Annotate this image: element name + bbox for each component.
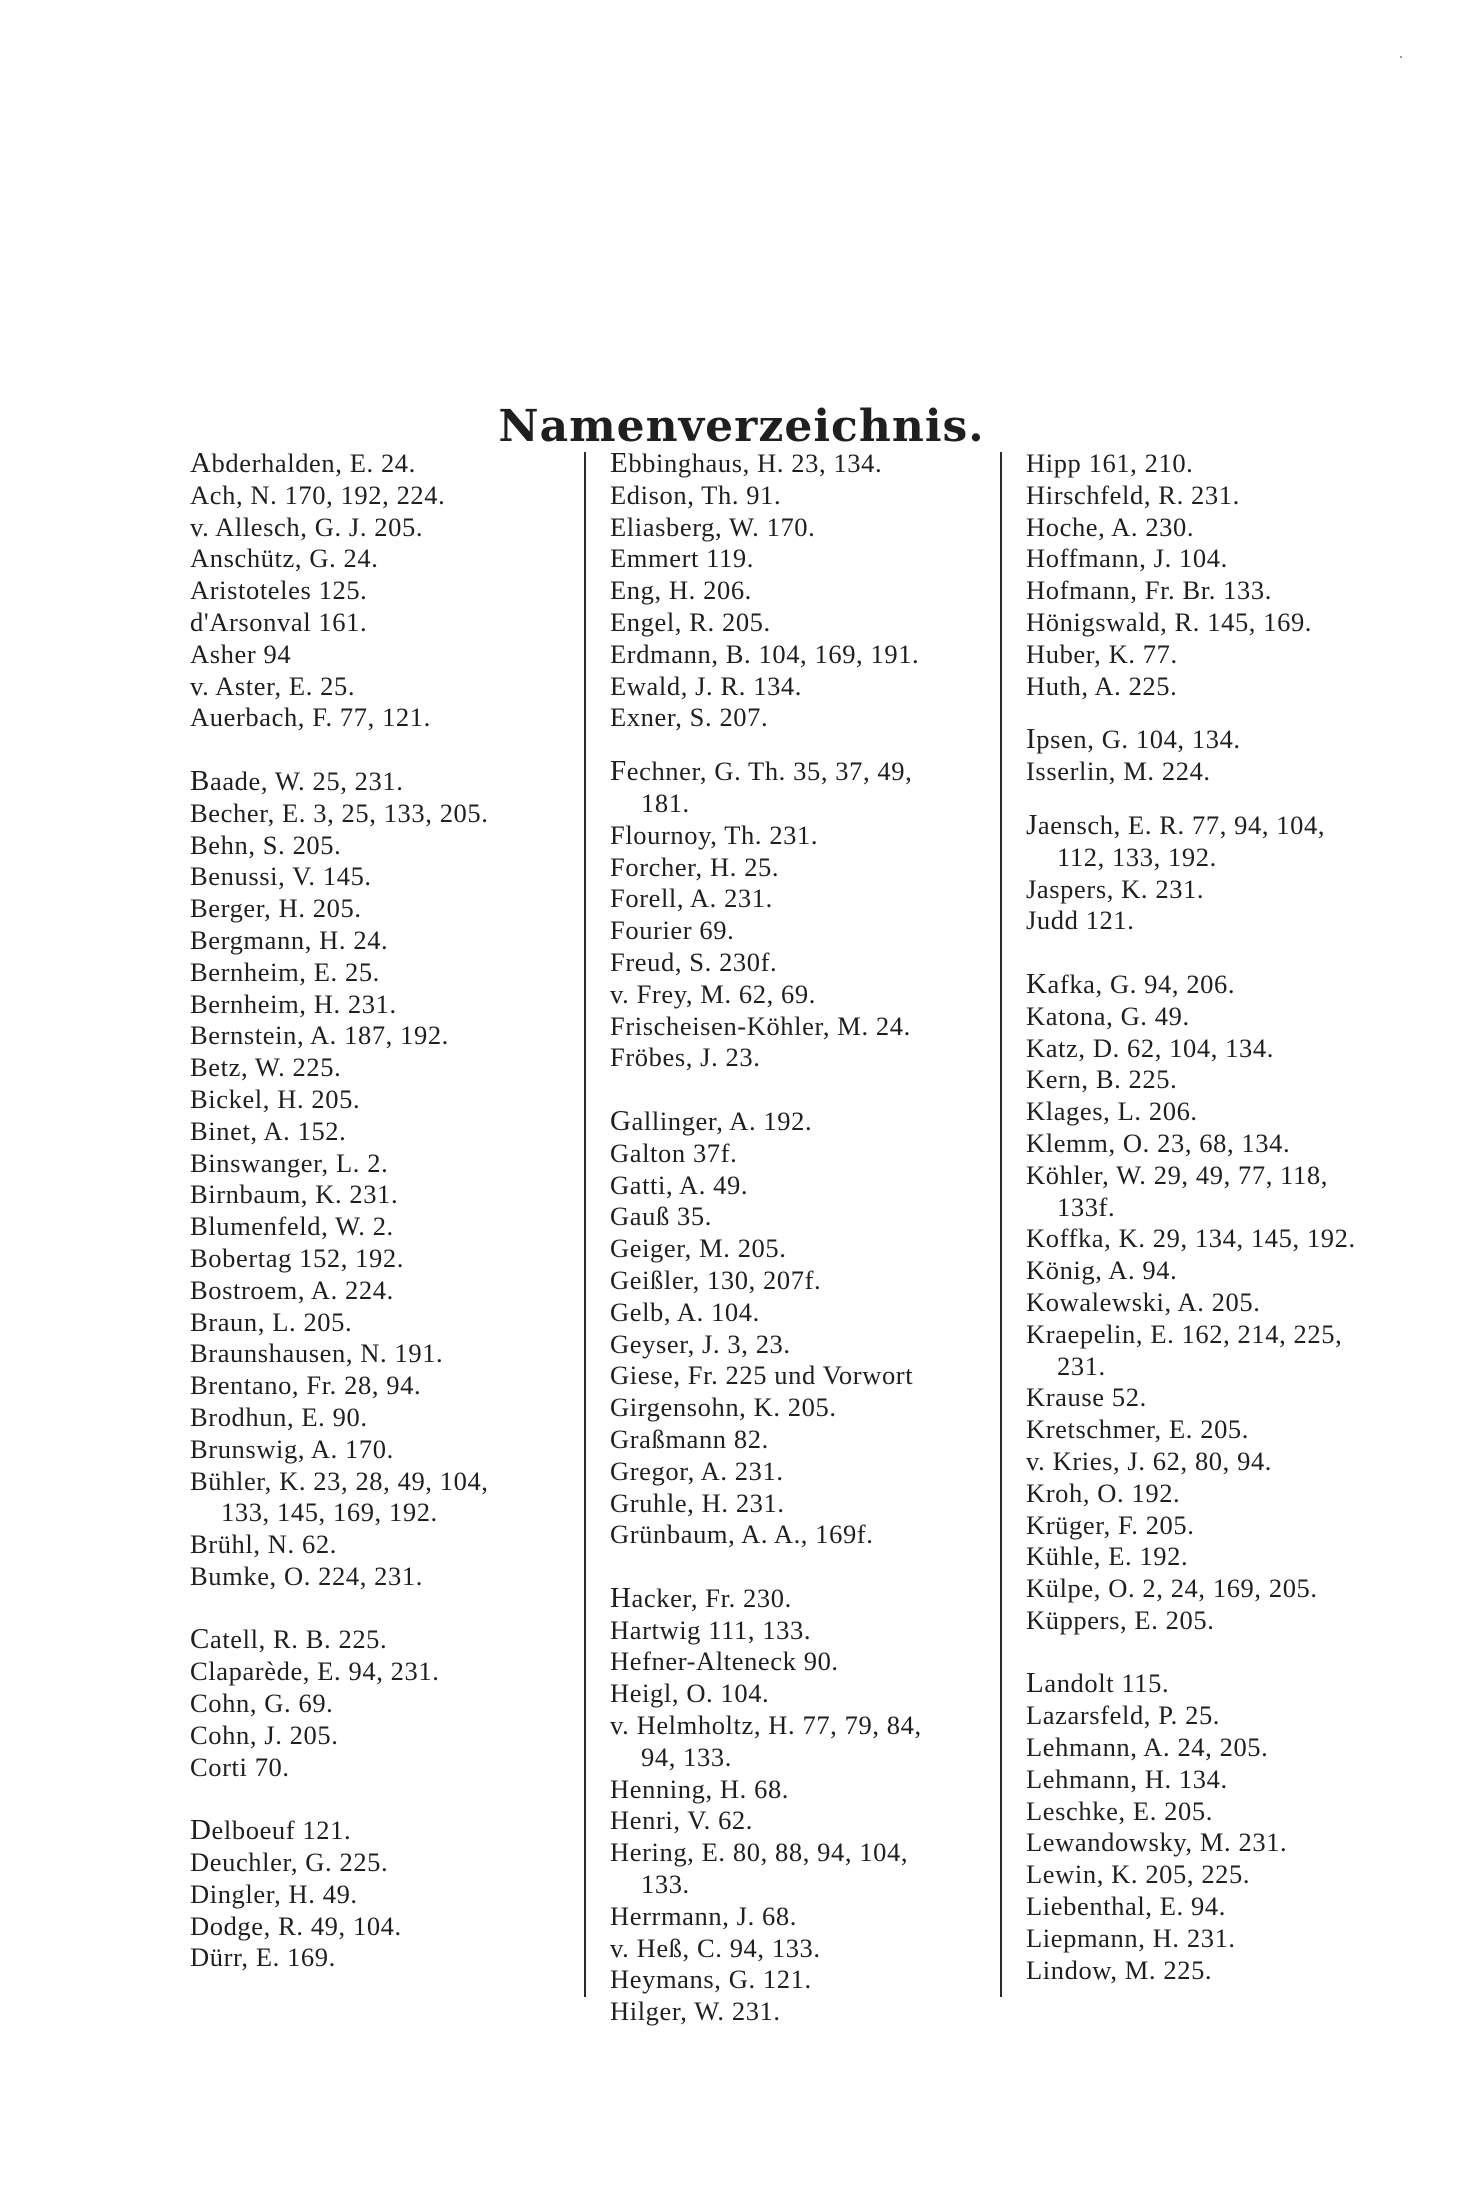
index-entry	[190, 1624, 570, 1656]
letter-group-initial: I	[1026, 723, 1037, 756]
index-entry: Braunshausen, N. 191.	[190, 1338, 444, 1369]
index-entry	[190, 448, 570, 480]
index-entry: Isserlin, M. 224.	[1026, 756, 1211, 787]
index-entry: Hipp 161, 210.	[1026, 448, 1194, 478]
index-entry: Katona, G. 49.	[1026, 1000, 1190, 1031]
index-entry: Grünbaum, A. A., 169f.	[610, 1519, 874, 1550]
index-entry: Hefner-Alteneck 90.	[610, 1646, 839, 1677]
letter-group-initial: B	[190, 764, 210, 797]
index-entry: Kühle, E. 192.	[1026, 1541, 1189, 1572]
index-entry: Aristoteles 125.	[190, 575, 368, 606]
index-entry	[1026, 724, 1426, 756]
index-entry-text: atell, R. B. 225.	[209, 1624, 388, 1655]
index-entry: Bickel, H. 205.	[190, 1083, 361, 1114]
index-entry: v. Allesch, G. J. 205.	[190, 511, 424, 542]
index-entry: Blumenfeld, W. 2.	[190, 1211, 394, 1242]
index-entry-text: bderhalden, E. 24.	[211, 448, 416, 478]
letter-group-initial: L	[1026, 1667, 1045, 1700]
index-entry: Hoche, A. 230.	[1026, 511, 1195, 542]
index-entry: Becher, E. 3, 25, 133, 205.	[190, 797, 489, 828]
index-entry	[610, 1583, 1010, 1615]
index-entry	[610, 756, 1010, 788]
index-entry: Edison, Th. 91.	[610, 479, 782, 510]
index-entry-text: psen, G. 104, 134.	[1036, 724, 1241, 755]
index-entry: Birnbaum, K. 231.	[190, 1179, 399, 1210]
index-entry: Binswanger, L. 2.	[190, 1147, 389, 1178]
index-entry-text: aade, W. 25, 231.	[209, 765, 404, 796]
index-entry: Asher 94	[190, 638, 292, 669]
index-entry: Benussi, V. 145.	[190, 861, 372, 892]
index-entry	[1026, 969, 1426, 1001]
index-entry: Lazarsfeld, P. 25.	[1026, 1700, 1221, 1731]
index-entry: d'Arsonval 161.	[190, 606, 368, 637]
index-entry-continuation: 133f.	[1057, 1191, 1116, 1222]
index-entry-text: afka, G. 94, 206.	[1047, 968, 1236, 999]
index-entry: Gelb, A. 104.	[610, 1296, 760, 1327]
index-entry: Jaspers, K. 231.	[1026, 873, 1205, 904]
index-entry: Gauß 35.	[610, 1201, 712, 1232]
index-column-2	[610, 448, 1010, 2028]
index-column-3	[1026, 448, 1426, 1986]
index-entry: Corti 70.	[190, 1751, 290, 1782]
index-entry-text: elboeuf 121.	[211, 1815, 352, 1846]
index-entry: Giese, Fr. 225 und Vorwort	[610, 1360, 914, 1391]
index-entry: Flournoy, Th. 231.	[610, 819, 819, 850]
letter-group-initial: K	[1026, 967, 1048, 1000]
letter-group-gap	[610, 734, 1010, 756]
index-entry: Eng, H. 206.	[610, 575, 752, 606]
index-entry: Leschke, E. 205.	[1026, 1795, 1213, 1826]
index-entry: Girgensohn, K. 205.	[610, 1392, 837, 1423]
index-entry: Krüger, F. 205.	[1026, 1509, 1195, 1540]
index-entry: Hoffmann, J. 104.	[1026, 543, 1228, 574]
letter-group-gap	[1026, 1637, 1426, 1669]
index-entry: Külpe, O. 2, 24, 169, 205.	[1026, 1573, 1318, 1604]
index-entry: Huth, A. 225.	[1026, 670, 1178, 701]
index-entry: Kern, B. 225.	[1026, 1064, 1178, 1095]
index-entry: Auerbach, F. 77, 121.	[190, 702, 431, 733]
index-entry: Hirschfeld, R. 231.	[1026, 479, 1240, 510]
index-entry: Brühl, N. 62.	[190, 1529, 337, 1560]
letter-group-initial: A	[190, 447, 212, 479]
page-speck	[1400, 56, 1402, 58]
letter-group-initial: C	[190, 1623, 210, 1656]
index-entry-text: aensch, E. R. 77, 94, 104,	[1037, 809, 1326, 840]
index-entry: Cohn, G. 69.	[190, 1688, 334, 1719]
letter-group-initial: E	[610, 447, 629, 479]
index-entry: Kroh, O. 192.	[1026, 1477, 1181, 1508]
index-column-1	[190, 448, 570, 1974]
index-entry-continuation: 133.	[641, 1869, 690, 1900]
index-entry: Bühler, K. 23, 28, 49, 104,	[190, 1465, 489, 1496]
letter-group-gap	[1026, 702, 1426, 724]
index-entry: Kretschmer, E. 205.	[1026, 1414, 1250, 1445]
index-entry: Henri, V. 62.	[610, 1805, 754, 1836]
index-entry: Emmert 119.	[610, 543, 754, 574]
index-entry	[1026, 810, 1426, 842]
index-entry: Kowalewski, A. 205.	[1026, 1286, 1261, 1317]
letter-group-gap	[190, 1783, 570, 1815]
index-entry	[610, 1106, 1010, 1138]
index-entry: Bergmann, H. 24.	[190, 924, 389, 955]
index-entry: Hönigswald, R. 145, 169.	[1026, 606, 1313, 637]
letter-group-initial: F	[610, 755, 627, 788]
index-entry: Gruhle, H. 231.	[610, 1487, 785, 1518]
letter-group-gap	[190, 734, 570, 766]
index-entry: v. Aster, E. 25.	[190, 670, 356, 701]
index-entry: Bernheim, H. 231.	[190, 988, 397, 1019]
index-entry: Klemm, O. 23, 68, 134.	[1026, 1127, 1291, 1158]
index-entry-continuation: 94, 133.	[641, 1741, 732, 1772]
letter-group-initial: G	[610, 1104, 632, 1137]
index-entry: Lindow, M. 225.	[1026, 1954, 1213, 1985]
index-entry: Liepmann, H. 231.	[1026, 1922, 1236, 1953]
index-entry: Herrmann, J. 68.	[610, 1900, 797, 1931]
index-entry: Galton 37f.	[610, 1137, 738, 1168]
letter-group-gap	[1026, 937, 1426, 969]
index-entry: Fourier 69.	[610, 915, 735, 946]
index-entry: Geiger, M. 205.	[610, 1233, 787, 1264]
index-entry: Fröbes, J. 23.	[610, 1042, 761, 1073]
index-entry-continuation: 231.	[1057, 1350, 1106, 1381]
index-entry: Freud, S. 230f.	[610, 946, 778, 977]
index-entry: Gregor, A. 231.	[610, 1455, 784, 1486]
index-entry: Lewandowsky, M. 231.	[1026, 1827, 1288, 1858]
index-entry: Koffka, K. 29, 134, 145, 192.	[1026, 1223, 1356, 1254]
index-entry: Exner, S. 207.	[610, 702, 769, 733]
page-title: Namenverzeichnis.	[498, 401, 985, 453]
index-entry: Dürr, E. 169.	[190, 1942, 336, 1973]
index-entry: Hilger, W. 231.	[610, 1996, 781, 2027]
index-entry: Engel, R. 205.	[610, 606, 771, 637]
index-entry: Hartwig 111, 133.	[610, 1614, 812, 1645]
index-entry: Lewin, K. 205, 225.	[1026, 1859, 1251, 1890]
index-entry: Cohn, J. 205.	[190, 1719, 339, 1750]
index-entry: Claparède, E. 94, 231.	[190, 1656, 440, 1687]
index-entry: Berger, H. 205.	[190, 893, 362, 924]
column-divider	[1000, 452, 1002, 1997]
index-entry-continuation: 133, 145, 169, 192.	[221, 1497, 438, 1528]
index-entry: Katz, D. 62, 104, 134.	[1026, 1032, 1274, 1063]
index-entry: Eliasberg, W. 170.	[610, 511, 816, 542]
index-entry: Brentano, Fr. 28, 94.	[190, 1370, 422, 1401]
index-entry: Forcher, H. 25.	[610, 851, 780, 882]
letter-group-gap	[1026, 788, 1426, 810]
index-entry: Geißler, 130, 207f.	[610, 1264, 822, 1295]
index-entry	[190, 766, 570, 798]
index-entry: Heigl, O. 104.	[610, 1678, 770, 1709]
index-entry: Geyser, J. 3, 23.	[610, 1328, 791, 1359]
index-entry-text: acker, Fr. 230.	[631, 1582, 792, 1613]
index-entry: Heymans, G. 121.	[610, 1964, 812, 1995]
index-entry: Bostroem, A. 224.	[190, 1274, 394, 1305]
index-entry: Bernstein, A. 187, 192.	[190, 1020, 449, 1051]
index-entry: Dodge, R. 49, 104.	[190, 1910, 402, 1941]
index-entry: Krause 52.	[1026, 1382, 1147, 1413]
letter-group-initial: H	[610, 1581, 632, 1614]
index-entry: Judd 121.	[1026, 905, 1135, 936]
index-entry: Liebenthal, E. 94.	[1026, 1891, 1226, 1922]
index-entry: v. Frey, M. 62, 69.	[610, 978, 816, 1009]
index-entry: Köhler, W. 29, 49, 77, 118,	[1026, 1159, 1328, 1190]
index-entry: Gatti, A. 49.	[610, 1169, 749, 1200]
index-entry: Henning, H. 68.	[610, 1773, 790, 1804]
index-entry: Forell, A. 231.	[610, 883, 773, 914]
index-entry: Lehmann, A. 24, 205.	[1026, 1732, 1269, 1763]
index-entry: Ewald, J. R. 134.	[610, 670, 803, 701]
index-entry: Brunswig, A. 170.	[190, 1433, 394, 1464]
index-entry-continuation: 181.	[641, 787, 690, 818]
index-entry: Graßmann 82.	[610, 1423, 769, 1454]
letter-group-gap	[610, 1074, 1010, 1106]
letter-group-gap	[610, 1551, 1010, 1583]
column-divider	[584, 452, 586, 1997]
index-entry: Küppers, E. 205.	[1026, 1604, 1215, 1635]
index-entry: Lehmann, H. 134.	[1026, 1763, 1228, 1794]
index-entry: Betz, W. 225.	[190, 1052, 342, 1083]
letter-group-initial: D	[190, 1814, 212, 1847]
index-entry: Behn, S. 205.	[190, 829, 342, 860]
index-entry-text: andolt 115.	[1044, 1668, 1170, 1699]
index-entry: v. Heß, C. 94, 133.	[610, 1932, 821, 1963]
index-entry: v. Kries, J. 62, 80, 94.	[1026, 1445, 1273, 1476]
index-entry: Bumke, O. 224, 231.	[190, 1560, 423, 1591]
index-entry: Erdmann, B. 104, 169, 191.	[610, 638, 920, 669]
index-entry: Klages, L. 206.	[1026, 1096, 1198, 1127]
index-entry	[610, 448, 1010, 480]
index-entry: Kraepelin, E. 162, 214, 225,	[1026, 1318, 1343, 1349]
index-entry-text: echner, G. Th. 35, 37, 49,	[626, 756, 913, 787]
index-entry: Frischeisen-Köhler, M. 24.	[610, 1010, 911, 1041]
index-entry: Brodhun, E. 90.	[190, 1401, 368, 1432]
index-entry: Ach, N. 170, 192, 224.	[190, 479, 446, 510]
letter-group-gap	[190, 1593, 570, 1625]
index-entry: Hering, E. 80, 88, 94, 104,	[610, 1837, 909, 1868]
index-entry-continuation: 112, 133, 192.	[1057, 841, 1217, 872]
index-entry: Huber, K. 77.	[1026, 638, 1178, 669]
index-entry: Dingler, H. 49.	[190, 1878, 358, 1909]
index-entry: Hofmann, Fr. Br. 133.	[1026, 575, 1272, 606]
index-entry: Bobertag 152, 192.	[190, 1242, 404, 1273]
index-entry: Binet, A. 152.	[190, 1115, 347, 1146]
index-entry-text: allinger, A. 192.	[631, 1105, 813, 1136]
index-entry: König, A. 94.	[1026, 1255, 1178, 1286]
index-entry	[1026, 1668, 1426, 1700]
index-entry: Deuchler, G. 225.	[190, 1847, 389, 1878]
index-entry-text: bbinghaus, H. 23, 134.	[628, 448, 883, 478]
index-entry: Bernheim, E. 25.	[190, 956, 380, 987]
index-entry: v. Helmholtz, H. 77, 79, 84,	[610, 1710, 922, 1741]
index-entry: Braun, L. 205.	[190, 1306, 353, 1337]
index-entry: Anschütz, G. 24.	[190, 543, 379, 574]
index-entry	[190, 1815, 570, 1847]
letter-group-initial: J	[1026, 808, 1038, 841]
